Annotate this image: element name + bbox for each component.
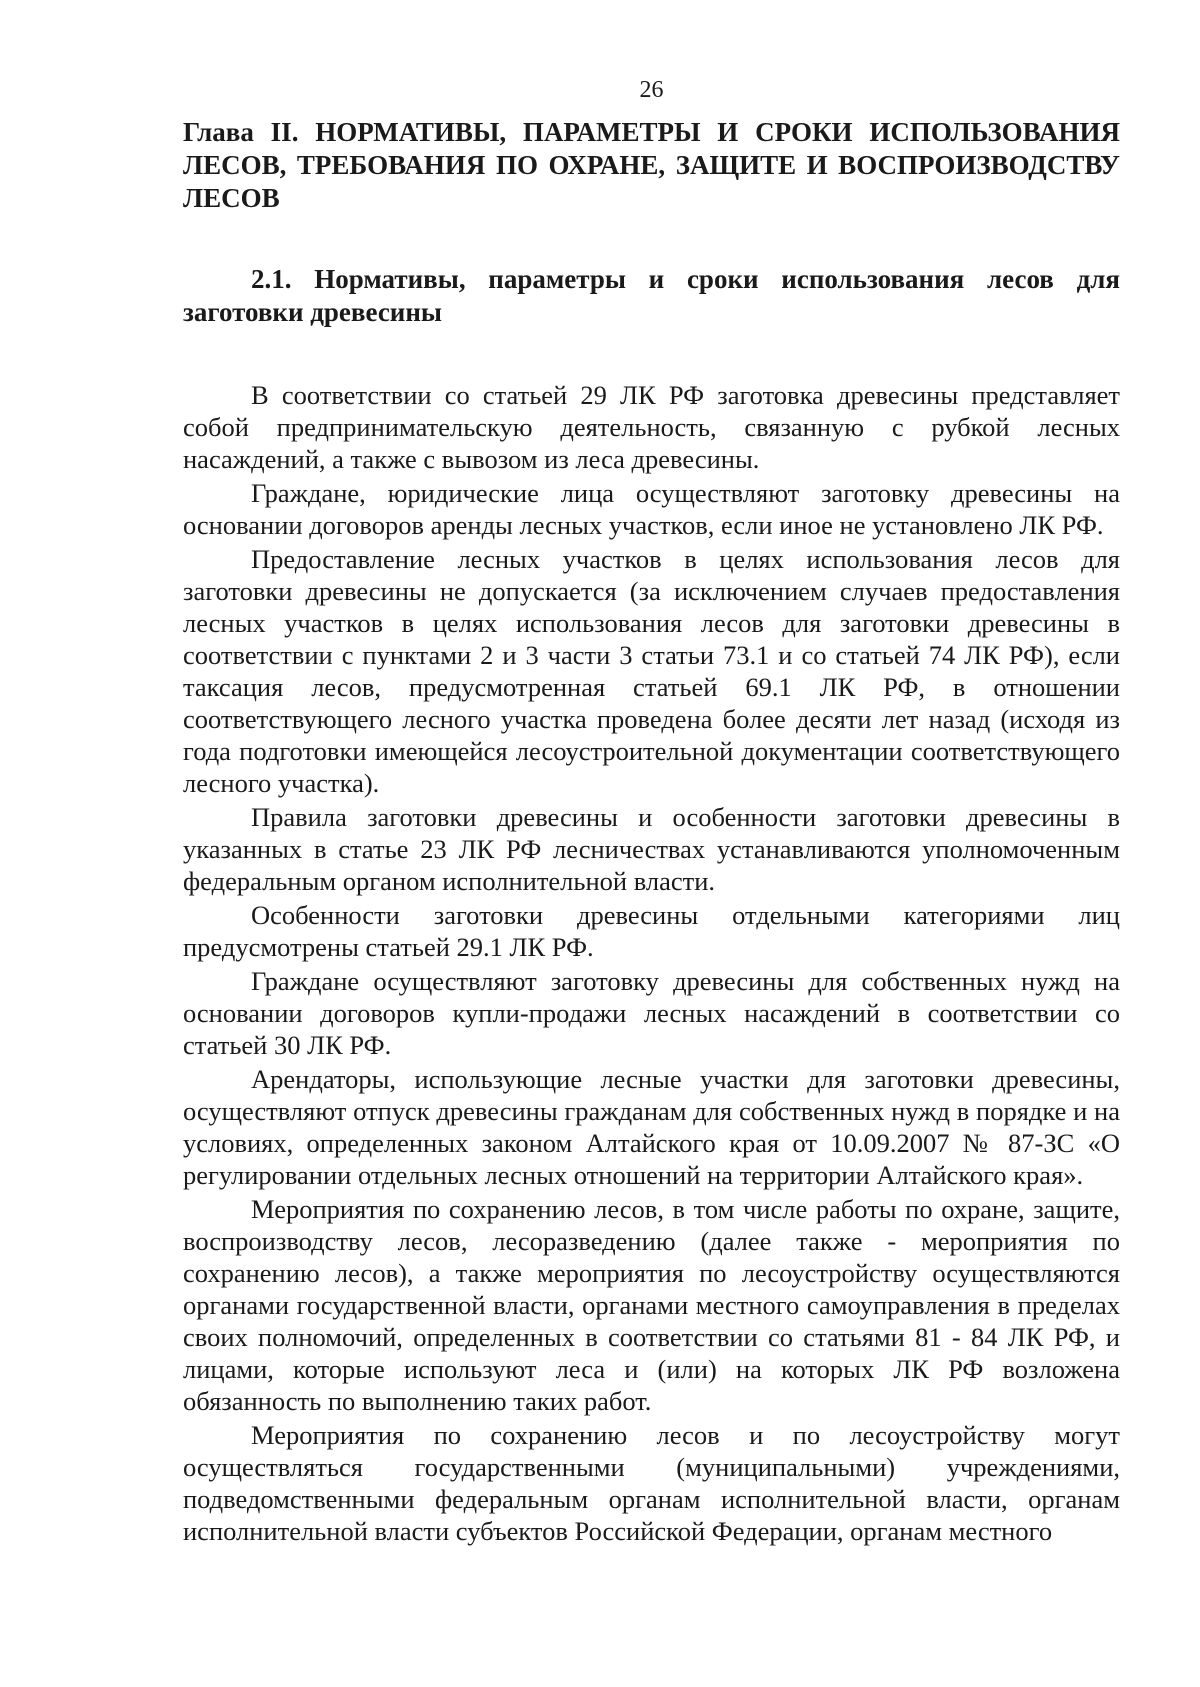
paragraph: В соответствии со статьей 29 ЛК РФ заготовка древесины представляет собой предпринимательскую деятельность, связанную с рубкой лесных насаждений, а также с вывозом из леса древесины. [183, 380, 1120, 474]
paragraph: Правила заготовки древесины и особенности заготовки древесины в указанных в статье 23 ЛК РФ лесничествах устанавливаются уполномоченным федеральным органом исполнительной власти. [183, 802, 1120, 896]
chapter-title: Глава II. НОРМАТИВЫ, ПАРАМЕТРЫ И СРОКИ ИСПОЛЬЗОВАНИЯ ЛЕСОВ, ТРЕБОВАНИЯ ПО ОХРАНЕ, ЗАЩИТЕ И ВОСПРОИЗВОДСТВУ ЛЕСОВ [183, 117, 1120, 213]
paragraph: Граждане, юридические лица осуществляют заготовку древесины на основании договоров аренды лесных участков, если иное не установлено ЛК РФ. [183, 478, 1120, 540]
page-number: 26 [639, 77, 664, 103]
paragraph: Мероприятия по сохранению лесов и по лесоустройству могут осуществляться государственными (муниципальными) учреждениями, подведомственными федеральным органам исполнительной власти, органам исполнительной власти субъектов Российской Федерации, органам местного [183, 1420, 1120, 1546]
paragraph: Особенности заготовки древесины отдельными категориями лиц предусмотрены статьей 29.1 ЛК РФ. [183, 900, 1120, 962]
paragraph: Мероприятия по сохранению лесов, в том числе работы по охране, защите, воспроизводству лесов, лесоразведению (далее также - мероприятия по сохранению лесов), а также мероприятия по лесоустройству осуществляются органами государственной власти, органами местного самоуправления в пределах своих полномочий, определенных в соответствии со статьями 81 - 84 ЛК РФ, и лицами, которые используют леса и (или) на которых ЛК РФ возложена обязанность по выполнению таких работ. [183, 1194, 1120, 1416]
paragraph: Граждане осуществляют заготовку древесины для собственных нужд на основании договоров купли-продажи лесных насаждений в соответствии со статьей 30 ЛК РФ. [183, 966, 1120, 1060]
paragraph: Арендаторы, использующие лесные участки для заготовки древесины, осуществляют отпуск древесины гражданам для собственных нужд в порядке и на условиях, определенных законом Алтайского края от 10.09.2007 № 87-ЗС «О регулировании отдельных лесных отношений на территории Алтайского края». [183, 1064, 1120, 1190]
body-text [183, 379, 1120, 1547]
section-title: 2.1. Нормативы, параметры и сроки использования лесов для заготовки древесины [183, 264, 1120, 327]
document-page [183, 70, 1120, 1549]
paragraph: Предоставление лесных участков в целях использования лесов для заготовки древесины не допускается (за исключением случаев предоставления лесных участков в целях использования лесов для заготовки древесины в соответствии с пунктами 2 и 3 части 3 статьи 73.1 и со статьей 74 ЛК РФ), если таксация лесов, предусмотренная статьей 69.1 ЛК РФ, в отношении соответствующего лесного участка проведена более десяти лет назад (исходя из года подготовки имеющейся лесоустроительной документации соответствующего лесного участка). [183, 544, 1120, 798]
